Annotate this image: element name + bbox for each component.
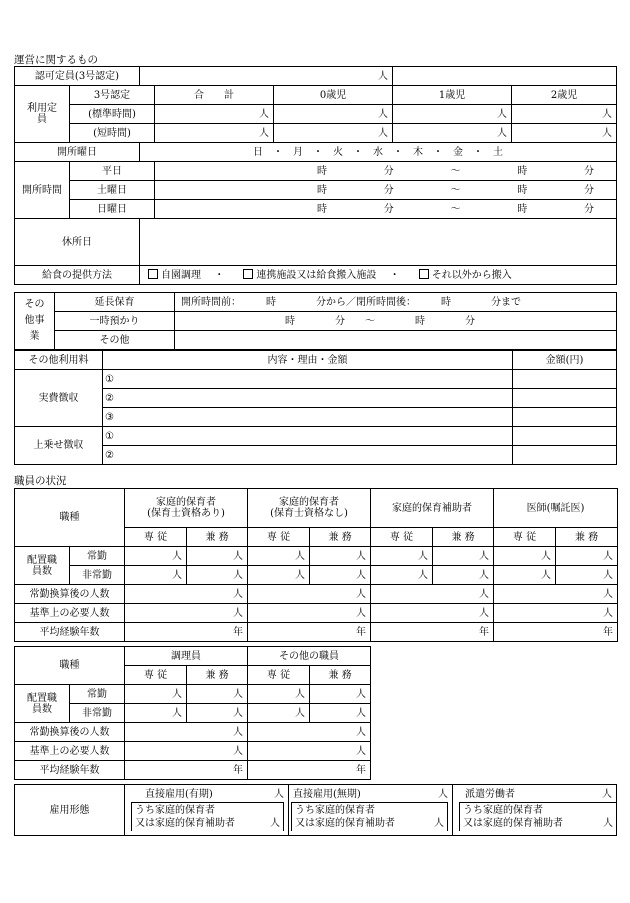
open-hours-label: 開所時間 [15,162,70,219]
minute-label: 分 [584,184,595,196]
regular-label: 常勤 [70,547,125,566]
nonregular-label: 非常勤 [70,566,125,585]
parttime-header: 兼 務 [556,528,618,547]
regular-nursery1-parttime[interactable]: 人 [187,547,248,566]
extended-care-label: 延長保育 [55,293,175,312]
minute-label: 分 [584,165,595,177]
regular-cook-fulltime[interactable]: 人 [125,685,187,704]
nonregular-doctor-fulltime[interactable]: 人 [494,566,556,585]
assistant-header: 家庭的保育補助者 [371,489,494,528]
employment-table [14,784,617,836]
short-total[interactable]: 人 [155,124,274,143]
staff-table-main [14,488,618,642]
nursery1-header: 家庭的保育者 (保育士資格あり) [125,489,248,528]
fulltime-header: 専 従 [371,528,433,547]
weekday-hours[interactable] [155,162,617,181]
section-staff-title: 職員の状況 [14,475,67,487]
or-assistant-label: 又は家庭的保育補助者 [463,818,563,829]
nonregular-assistant-fulltime[interactable]: 人 [371,566,433,585]
staff-table-other [14,646,371,780]
nonregular-cook-fulltime[interactable]: 人 [125,704,187,723]
fulltime-header: 専 従 [125,666,187,685]
doctor-header: 医師(嘱託医) [494,489,618,528]
avg-years-doctor[interactable]: 年 [494,623,618,642]
capacity-label: 認可定員(3号認定) [15,67,140,86]
regular-label: 常勤 [70,685,125,704]
unit-label[interactable]: 人 [603,818,613,829]
employment-label: 雇用形態 [15,785,125,836]
open-days-value[interactable]: 日 ・ 月 ・ 火 ・ 水 ・ 木 ・ 金 ・ 土 [140,143,617,162]
parttime-header: 兼 務 [433,528,494,547]
employment-direct-fixed [125,785,289,836]
regular-doctor-fulltime[interactable]: 人 [494,547,556,566]
fte-assistant[interactable]: 人 [371,585,494,604]
users-label: 利用定員 [15,86,70,143]
closed-days-label: 休所日 [15,219,140,266]
fees-table [14,350,617,465]
job-type-header: 職種 [15,489,125,547]
required-assistant[interactable]: 人 [371,604,494,623]
or-assistant-label: 又は家庭的保育補助者 [135,818,235,829]
regular-nursery1-fulltime[interactable]: 人 [125,547,187,566]
fte-label: 常勤換算後の人数 [15,585,125,604]
avg-years-label: 平均経験年数 [15,623,125,642]
unit-label[interactable]: 人 [602,789,612,800]
tilde-label: 〜 [450,165,461,177]
parttime-header: 兼 務 [187,666,248,685]
fte-label: 常勤換算後の人数 [15,723,125,742]
dispatch-label: 派遣労働者 [465,789,515,800]
surcharge-item1[interactable]: ① [103,427,513,446]
other-service-label: その他 [55,331,175,350]
fulltime-header: 専 従 [125,528,187,547]
nonregular-label: 非常勤 [70,704,125,723]
fulltime-header: 専 従 [248,528,310,547]
avg-years-label: 平均経験年数 [15,761,125,780]
required-nursery1[interactable]: 人 [125,604,248,623]
age2-header: 2歳児 [512,86,617,105]
nonregular-nursery1-parttime[interactable]: 人 [187,566,248,585]
other-service-value[interactable] [175,331,617,350]
other-staff-header: その他の職員 [248,647,371,666]
nonregular-doctor-parttime[interactable]: 人 [556,566,618,585]
standard-age1[interactable]: 人 [393,105,512,124]
avg-years-cook[interactable]: 年 [125,761,248,780]
total-header: 合 計 [155,86,274,105]
required-doctor[interactable]: 人 [494,604,618,623]
required-label: 基準上の必要人数 [15,742,125,761]
job-type-header: 職種 [15,647,125,685]
nonregular-nursery2-fulltime[interactable]: 人 [248,566,310,585]
hour-label: 時 [317,184,328,196]
required-label: 基準上の必要人数 [15,604,125,623]
tilde-label: 〜 [450,184,461,196]
fees-content-header: 内容・理由・金額 [103,351,513,370]
nursery2-header: 家庭的保育者 (保育士資格なし) [248,489,371,528]
standard-age0[interactable]: 人 [274,105,393,124]
nonregular-nursery1-fulltime[interactable]: 人 [125,566,187,585]
surcharge-amount1[interactable] [513,427,617,446]
meal-options [140,266,617,285]
avg-years-assistant[interactable]: 年 [371,623,494,642]
unit-label: 人 [378,70,389,82]
nonregular-nursery2-parttime[interactable]: 人 [310,566,371,585]
unit-label[interactable]: 人 [438,789,448,800]
regular-nursery2-parttime[interactable]: 人 [310,547,371,566]
fte-other[interactable]: 人 [248,723,371,742]
regular-assistant-parttime[interactable]: 人 [433,547,494,566]
sunday-label: 日曜日 [70,200,155,219]
actual-cost-item2[interactable]: ② [103,389,513,408]
surcharge-item2[interactable]: ② [103,446,513,465]
required-cook[interactable]: 人 [125,742,248,761]
fte-doctor[interactable]: 人 [494,585,618,604]
nonregular-other-parttime[interactable]: 人 [310,704,371,723]
parttime-header: 兼 務 [310,666,371,685]
short-age2[interactable]: 人 [512,124,617,143]
open-days-label: 開所曜日 [15,143,140,162]
standard-total[interactable]: 人 [155,105,274,124]
unit-label[interactable]: 人 [274,789,284,800]
avg-years-nursery2[interactable]: 年 [248,623,371,642]
extended-care-hours[interactable]: 開所時間前： 時 分から／閉所時間後： 時 分まで [175,293,617,312]
actual-cost-amount3[interactable] [513,408,617,427]
meal-option2-checkbox[interactable] [243,269,253,279]
short-age1[interactable]: 人 [393,124,512,143]
required-other[interactable]: 人 [248,742,371,761]
hour-label: 時 [317,165,328,177]
hour-label: 時 [317,203,328,215]
separator-dot: ・ [389,270,400,281]
regular-doctor-parttime[interactable]: 人 [556,547,618,566]
temp-care-label: 一時預かり [55,312,175,331]
employment-dispatch [453,785,617,836]
regular-other-fulltime[interactable]: 人 [248,685,310,704]
short-age0[interactable]: 人 [274,124,393,143]
meal-option3-label: それ以外から搬入 [431,270,512,281]
hour-label: 時 [517,203,528,215]
meal-label: 給食の提供方法 [15,266,140,285]
regular-cook-parttime[interactable]: 人 [187,685,248,704]
actual-cost-item1[interactable]: ① [103,370,513,389]
meal-option2-label: 連携施設又は給食搬入施設 [256,270,377,281]
staff-count-label: 配置職員数 [15,685,70,723]
fees-label: その他利用料 [15,351,103,370]
capacity-blank [393,67,617,86]
required-nursery2[interactable]: 人 [248,604,371,623]
short-time-label: (短時間) [70,124,155,143]
age0-header: 0歳児 [274,86,393,105]
nonregular-cook-parttime[interactable]: 人 [187,704,248,723]
direct-fixed-label: 直接雇用(有期) [145,789,213,800]
actual-cost-label: 実費徴収 [15,370,103,427]
employment-direct-open [289,785,453,836]
meal-option1-checkbox[interactable] [148,269,158,279]
fees-amount-header: 金額(円) [513,351,617,370]
minute-label: 分 [584,203,595,215]
regular-nursery2-fulltime[interactable]: 人 [248,547,310,566]
unit-label[interactable]: 人 [270,818,280,829]
parttime-header: 兼 務 [187,528,248,547]
among-label: うち家庭的保育者 [135,805,215,816]
capacity-value[interactable] [140,67,393,86]
among-label: うち家庭的保育者 [295,805,375,816]
fte-nursery2[interactable]: 人 [248,585,371,604]
direct-open-label: 直接雇用(無期) [293,789,361,800]
hour-label: 時 [517,165,528,177]
sunday-hours[interactable] [155,200,617,219]
minute-label: 分 [383,184,394,196]
standard-time-label: (標準時間) [70,105,155,124]
avg-years-nursery1[interactable]: 年 [125,623,248,642]
avg-years-other[interactable]: 年 [248,761,371,780]
staff-count-label: 配置職員数 [15,547,70,585]
saturday-hours[interactable] [155,181,617,200]
or-assistant-label: 又は家庭的保育補助者 [295,818,395,829]
nonregular-assistant-parttime[interactable]: 人 [433,566,494,585]
actual-cost-item3[interactable]: ③ [103,408,513,427]
temp-care-hours[interactable]: 時 分 〜 時 分 [175,312,617,331]
section-operation-title: 運営に関するもの [14,54,98,66]
actual-cost-amount2[interactable] [513,389,617,408]
type3-label: 3号認定 [70,86,155,105]
unit-label[interactable]: 人 [434,818,444,829]
surcharge-label: 上乗せ徴収 [15,427,103,465]
age1-header: 1歳児 [393,86,512,105]
separator-dot: ・ [214,270,225,281]
fte-cook[interactable]: 人 [125,723,248,742]
standard-age2[interactable]: 人 [512,105,617,124]
tilde-label: 〜 [450,203,461,215]
closed-days-value[interactable] [140,219,617,266]
hour-label: 時 [517,184,528,196]
actual-cost-amount1[interactable] [513,370,617,389]
meal-option3-checkbox[interactable] [419,269,429,279]
minute-label: 分 [383,203,394,215]
parttime-header: 兼 務 [310,528,371,547]
nonregular-other-fulltime[interactable]: 人 [248,704,310,723]
saturday-label: 土曜日 [70,181,155,200]
minute-label: 分 [383,165,394,177]
weekday-label: 平日 [70,162,155,181]
regular-other-parttime[interactable]: 人 [310,685,371,704]
regular-assistant-fulltime[interactable]: 人 [371,547,433,566]
other-business-table [14,292,617,350]
fte-nursery1[interactable]: 人 [125,585,248,604]
fulltime-header: 専 従 [248,666,310,685]
operation-table [14,66,617,285]
cook-header: 調理員 [125,647,248,666]
fulltime-header: 専 従 [494,528,556,547]
among-label: うち家庭的保育者 [463,805,543,816]
meal-option1-label: 自園調理 [161,270,202,281]
other-business-label: その他事業 [15,293,55,350]
surcharge-amount2[interactable] [513,446,617,465]
